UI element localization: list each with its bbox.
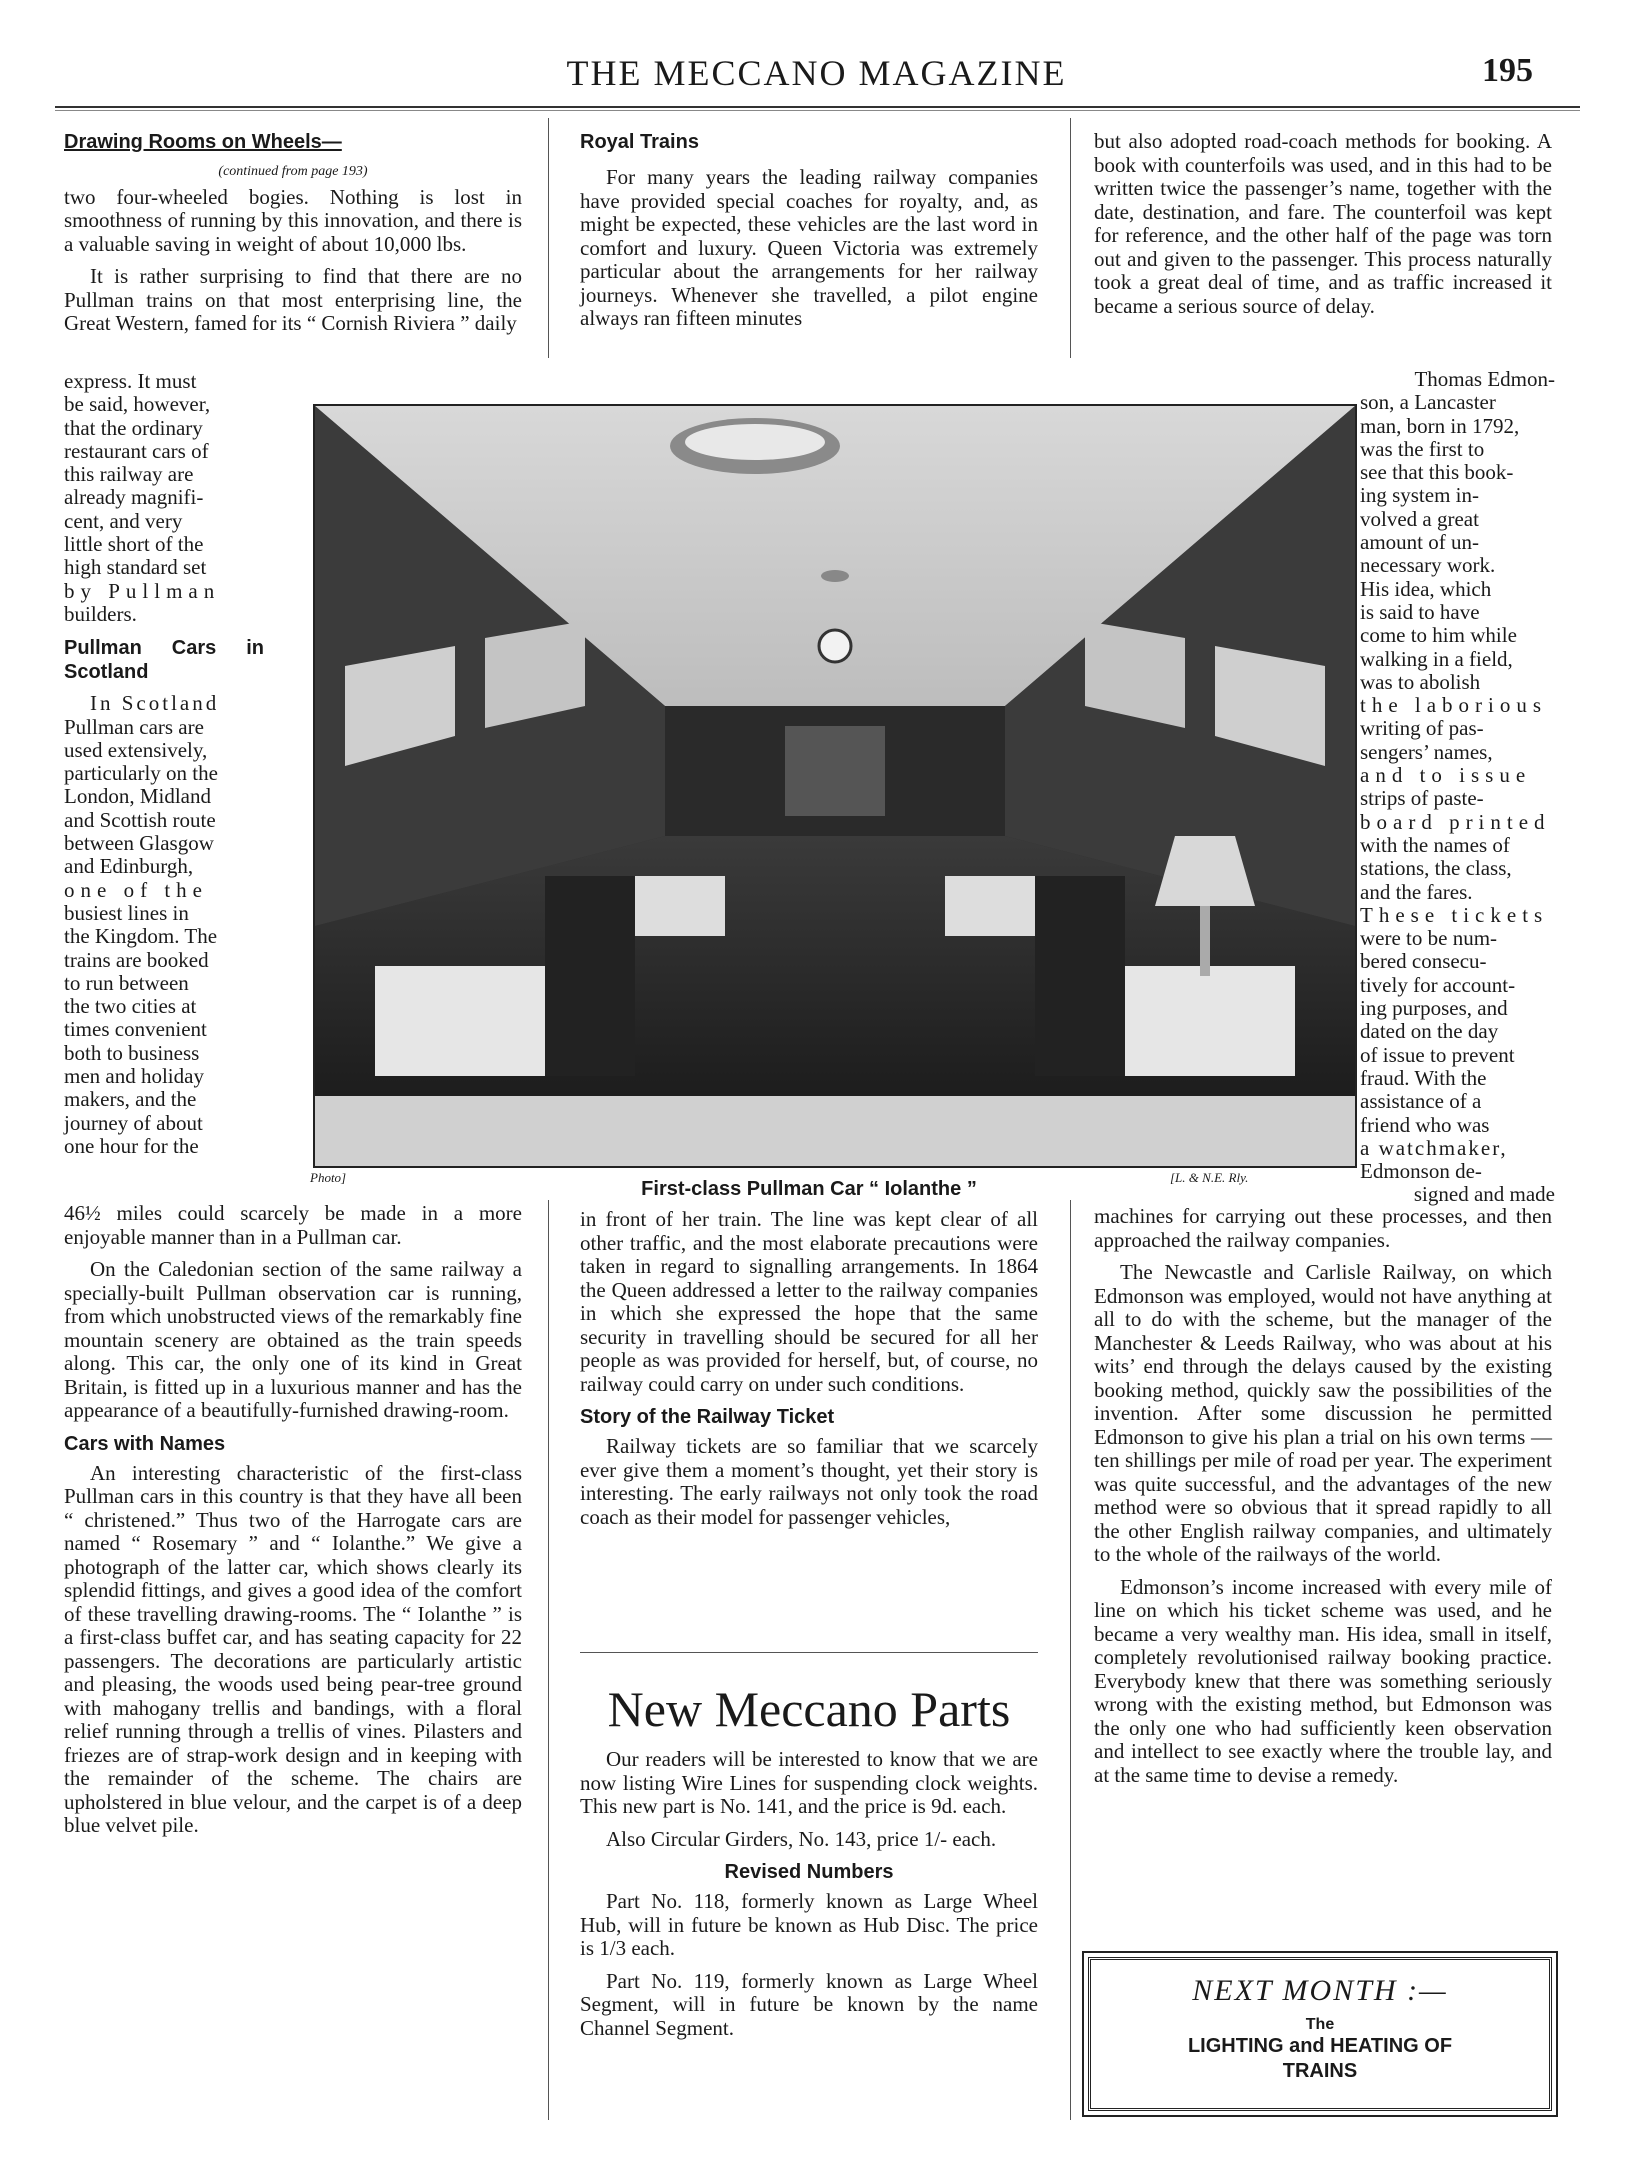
article-heading: Drawing Rooms on Wheels— xyxy=(64,131,342,153)
wrap-line: one of the xyxy=(64,877,208,902)
wrap-line: ing purposes, and xyxy=(1360,996,1508,1021)
new-parts-title: New Meccano Parts xyxy=(607,1681,1011,1737)
paragraph: Also Circular Girders, No. 143, price 1/- each. xyxy=(606,1826,997,1851)
wrap-line: cent, and very xyxy=(64,508,183,533)
wrap-line: In Scotland xyxy=(90,691,220,716)
wrap-line: between Glasgow xyxy=(64,831,214,856)
column-2-bottom xyxy=(580,1208,1038,1538)
wrap-line: builders. xyxy=(64,601,137,626)
wrap-line: These tickets xyxy=(1360,902,1549,927)
paragraph: in front of her train. The line was kept clear of all other traffic, and the most elaborate precautions were taken in regard to signalling arrangements. In 1864 the Queen addressed a letter to the railway companies in which she expressed the hope that the same security in travelling should be secured for all her people as was provided for herself, but, of course, no railway could carry on under such conditions. xyxy=(580,1207,1038,1396)
next-month-box xyxy=(1088,1957,1552,2111)
wrap-line: strips of paste- xyxy=(1360,786,1484,811)
column-3-bottom xyxy=(1094,1205,1552,1796)
wrap-line: board printed xyxy=(1360,809,1551,834)
wrap-line: Edmonson de- xyxy=(1360,1159,1482,1184)
wrap-line: were to be num- xyxy=(1360,926,1498,951)
wrap-line: high standard set xyxy=(64,555,207,580)
wrap-line: Thomas Edmon- xyxy=(1414,367,1555,391)
wrap-line: sengers’ names, xyxy=(1360,739,1493,764)
wrap-line: amount of un- xyxy=(1360,530,1479,555)
wrap-line: His idea, which xyxy=(1360,576,1492,601)
column-divider-right-top xyxy=(1070,118,1071,358)
paragraph: Our readers will be interested to know that we are now listing Wire Lines for suspending clock weights. This new part is No. 141, and the price is 9d. each. xyxy=(580,1747,1038,1818)
wrap-line: by Pullman xyxy=(64,578,221,603)
wrap-line: friend who was xyxy=(1360,1112,1490,1137)
wrap-line: men and holiday xyxy=(64,1064,204,1089)
wrap-line: and Scottish route xyxy=(64,807,216,832)
wrap-line: journey of about xyxy=(64,1110,203,1135)
section-heading: Story of the Railway Ticket xyxy=(580,1406,835,1428)
wrap-line: one hour for the xyxy=(64,1133,199,1158)
wrap-line: fraud. With the xyxy=(1360,1065,1487,1090)
new-meccano-parts xyxy=(580,1680,1038,2049)
wrap-line: was the first to xyxy=(1360,436,1485,461)
paragraph: For many years the leading railway companies have provided special coaches for royalty, and, as might be expected, these vehicles are the last word in comfort and luxury. Queen Victoria was extremely particular about the arrangements for her railway journeys. Whenever she travelled, a pilot engine always ran fifteen minutes xyxy=(580,165,1038,330)
column-divider-left-bottom xyxy=(548,1200,549,2120)
wrap-line: trains are booked xyxy=(64,947,209,972)
wrap-line: volved a great xyxy=(1360,506,1479,531)
section-rule xyxy=(580,1652,1038,1653)
column-divider-right-bottom xyxy=(1070,1200,1071,2120)
wrap-line: assistance of a xyxy=(1360,1089,1482,1114)
wrap-line: and the fares. xyxy=(1360,879,1473,904)
wrap-line: dated on the day xyxy=(1360,1019,1499,1044)
wrap-line: and Edinburgh, xyxy=(64,854,194,879)
paragraph: machines for carrying out these processes, and then approached the railway companies. xyxy=(1094,1204,1552,1252)
wrap-line: with the names of xyxy=(1360,832,1510,857)
wrap-line: times convenient xyxy=(64,1017,207,1042)
continued-note: (continued from page 193) xyxy=(218,164,368,179)
wrap-line: this railway are xyxy=(64,462,194,487)
wrap-line: writing of pas- xyxy=(1360,716,1484,741)
section-heading: Royal Trains xyxy=(580,131,699,153)
next-month-the: The xyxy=(1305,2016,1335,2033)
carriage-interior-illustration xyxy=(315,406,1355,1166)
wrap-line: used extensively, xyxy=(64,737,208,762)
wrap-line: bered consecu- xyxy=(1360,949,1487,974)
photo-credit-left: Photo] xyxy=(310,1170,347,1185)
wrap-line: that the ordinary xyxy=(64,415,203,440)
header-rule xyxy=(55,106,1580,108)
section-heading: Revised Numbers xyxy=(724,1861,894,1883)
column-divider-left-top xyxy=(548,118,549,358)
wrap-line: son, a Lancaster xyxy=(1360,390,1496,415)
paragraph: On the Caledonian section of the same railway a specially-built Pullman observation car is running, from which unobstructed views of the remarkably fine mountain scenery are obtained as the train speeds along. This car, the only one of its kind in Great Britain, is fitted up in a luxurious manner and has the appearance of a beautifully-furnished drawing-room. xyxy=(64,1257,522,1422)
wrap-line: the two cities at xyxy=(64,994,197,1019)
paragraph: The Newcastle and Carlisle Railway, on which Edmonson was employed, would not have anything at all to do with the scheme, but the manager of the Manchester & Leeds Railway, who was about at his wits’ end through the delays caused by the existing booking method, quickly saw the possibilities of the invention. After some discussion he permitted Edmonson to give his plan a trial on his own terms —ten shillings per mile of road per year. The experiment was quite successful, and the advantages of the new method were so obvious that it spread rapidly to all the other English railway companies, and ultimately to the whole of the railways of the world. xyxy=(1094,1260,1552,1566)
paragraph: two four-wheeled bogies. Nothing is lost in smoothness of running by this innovation, and there is a valuable saving in weight of about 10,000 lbs. xyxy=(64,184,522,256)
wrap-line: makers, and the xyxy=(64,1087,197,1112)
wrap-line: was to abolish xyxy=(1360,669,1481,694)
magazine-title: THE MECCANO MAGAZINE xyxy=(566,53,1067,93)
wrap-line: be said, however, xyxy=(64,392,211,417)
column-1-bottom xyxy=(64,1202,522,1847)
paragraph: It is rather surprising to find that there are no Pullman trains on that most enterprising line, the Great Western, famed for its “ Cornish Riviera ” daily xyxy=(64,264,522,335)
paragraph: Part No. 118, formerly known as Large Wheel Hub, will in future be known as Hub Disc. The price is 1/3 each. xyxy=(580,1889,1038,1960)
wrap-line: stations, the class, xyxy=(1360,856,1512,881)
wrap-line: come to him while xyxy=(1360,623,1517,648)
photo-caption: First-class Pullman Car “ Iolanthe ” xyxy=(641,1178,977,1200)
header-rule-thin xyxy=(55,110,1580,111)
wrap-line: Pullman cars are xyxy=(64,714,204,739)
wrap-line: is said to have xyxy=(1360,599,1480,624)
section-heading: Cars with Names xyxy=(64,1432,226,1455)
wrap-line: little short of the xyxy=(64,532,204,557)
column-1-top xyxy=(64,126,522,336)
wrap-line: express. It must xyxy=(64,369,197,393)
wrap-line: of issue to prevent xyxy=(1360,1042,1515,1067)
masthead xyxy=(0,52,1633,102)
column-3-top xyxy=(1094,130,1552,327)
paragraph: An interesting characteristic of the first-class Pullman cars in this country is that they have all been “ christened.” Thus two of the Harrogate cars are named “ Rosemary ” and “ Iolanthe.” We give a photograph of the latter car, which shows clearly its splendid fittings, and gives a good idea of the comfort of these travelling drawing-rooms. The “ Iolanthe ” is a first-class buffet car, and has seating capacity for 22 passengers. The decorations are particularly artistic and pleasing, the woods used being pear-tree ground with mahogany trellis and bandings, with a floral relief running through a trellis of vines. Pilasters and friezes are of strap-work design and in keeping with the remainder of the scheme. The chairs are upholstered in blue velour, and the carpet is of a deep blue velvet pile. xyxy=(64,1460,522,1837)
paragraph: Part No. 119, formerly known as Large Wheel Segment, will in future be known by the name Channel Segment. xyxy=(580,1968,1038,2040)
wrap-line: already magnifi- xyxy=(64,485,204,510)
paragraph: but also adopted road-coach methods for booking. A book with counterfoils was used, and in this had to be written twice the passenger’s name, together with the date, destination, and fare. The counterfoil was kept for reference, and the other half of the page was torn out and given to the passenger. This process naturally took a great deal of time, and as traffic increased it became a serious source of delay. xyxy=(1094,129,1552,318)
wrap-line: restaurant cars of xyxy=(64,438,209,463)
wrap-line: to run between xyxy=(64,970,189,995)
page-number: 195 xyxy=(1482,52,1533,89)
wrap-line: London, Midland xyxy=(64,784,211,809)
paragraph: 46½ miles could scarcely be made in a more enjoyable manner than in a Pullman car. xyxy=(64,1201,522,1249)
pullman-car-photo xyxy=(313,404,1357,1168)
wrap-line: walking in a field, xyxy=(1360,646,1513,671)
paragraph: Edmonson’s income increased with every mile of line on which his ticket scheme was used, and he became a very wealthy man. His idea, small in itself, completely revolutionised railway booking practice. Everybody knew that there was something seriously wrong with the existing method, but Edmonson was the only one who had sufficiently keen observation and intellect to see exactly where the trouble lay, and at the same time to devise a remedy. xyxy=(1094,1574,1552,1787)
section-heading: Pullman Cars in Scotland xyxy=(64,637,264,684)
next-month-subject: LIGHTING and HEATING OF TRAINS xyxy=(1187,2035,1453,2082)
wrap-line: busiest lines in xyxy=(64,900,189,925)
wrap-line: both to business xyxy=(64,1040,200,1065)
wrap-line: and to issue xyxy=(1360,763,1532,788)
column-2-top xyxy=(580,126,1038,340)
wrap-line: necessary work. xyxy=(1360,553,1496,578)
column-1-wrap xyxy=(64,370,264,1158)
photo-credit-right: [L. & N.E. Rly. xyxy=(1170,1170,1249,1185)
paragraph: Railway tickets are so familiar that we scarcely ever give them a moment’s thought, yet their story is interesting. The early railways not only took the road coach as their model for passenger vehicles, xyxy=(580,1434,1038,1529)
wrap-line: the Kingdom. The xyxy=(64,924,218,949)
wrap-line: a watchmaker, xyxy=(1360,1135,1508,1160)
wrap-line: the laborious xyxy=(1360,693,1548,718)
wrap-line: particularly on the xyxy=(64,761,218,786)
wrap-line: see that this book- xyxy=(1360,460,1514,485)
column-3-wrap xyxy=(1360,368,1555,1207)
wrap-line: signed and made xyxy=(1413,1182,1555,1207)
wrap-line: tively for account- xyxy=(1360,972,1516,997)
next-month-label: NEXT MONTH :— xyxy=(1192,1974,1448,2007)
wrap-line: man, born in 1792, xyxy=(1360,413,1520,438)
wrap-line: ing system in- xyxy=(1360,483,1479,508)
